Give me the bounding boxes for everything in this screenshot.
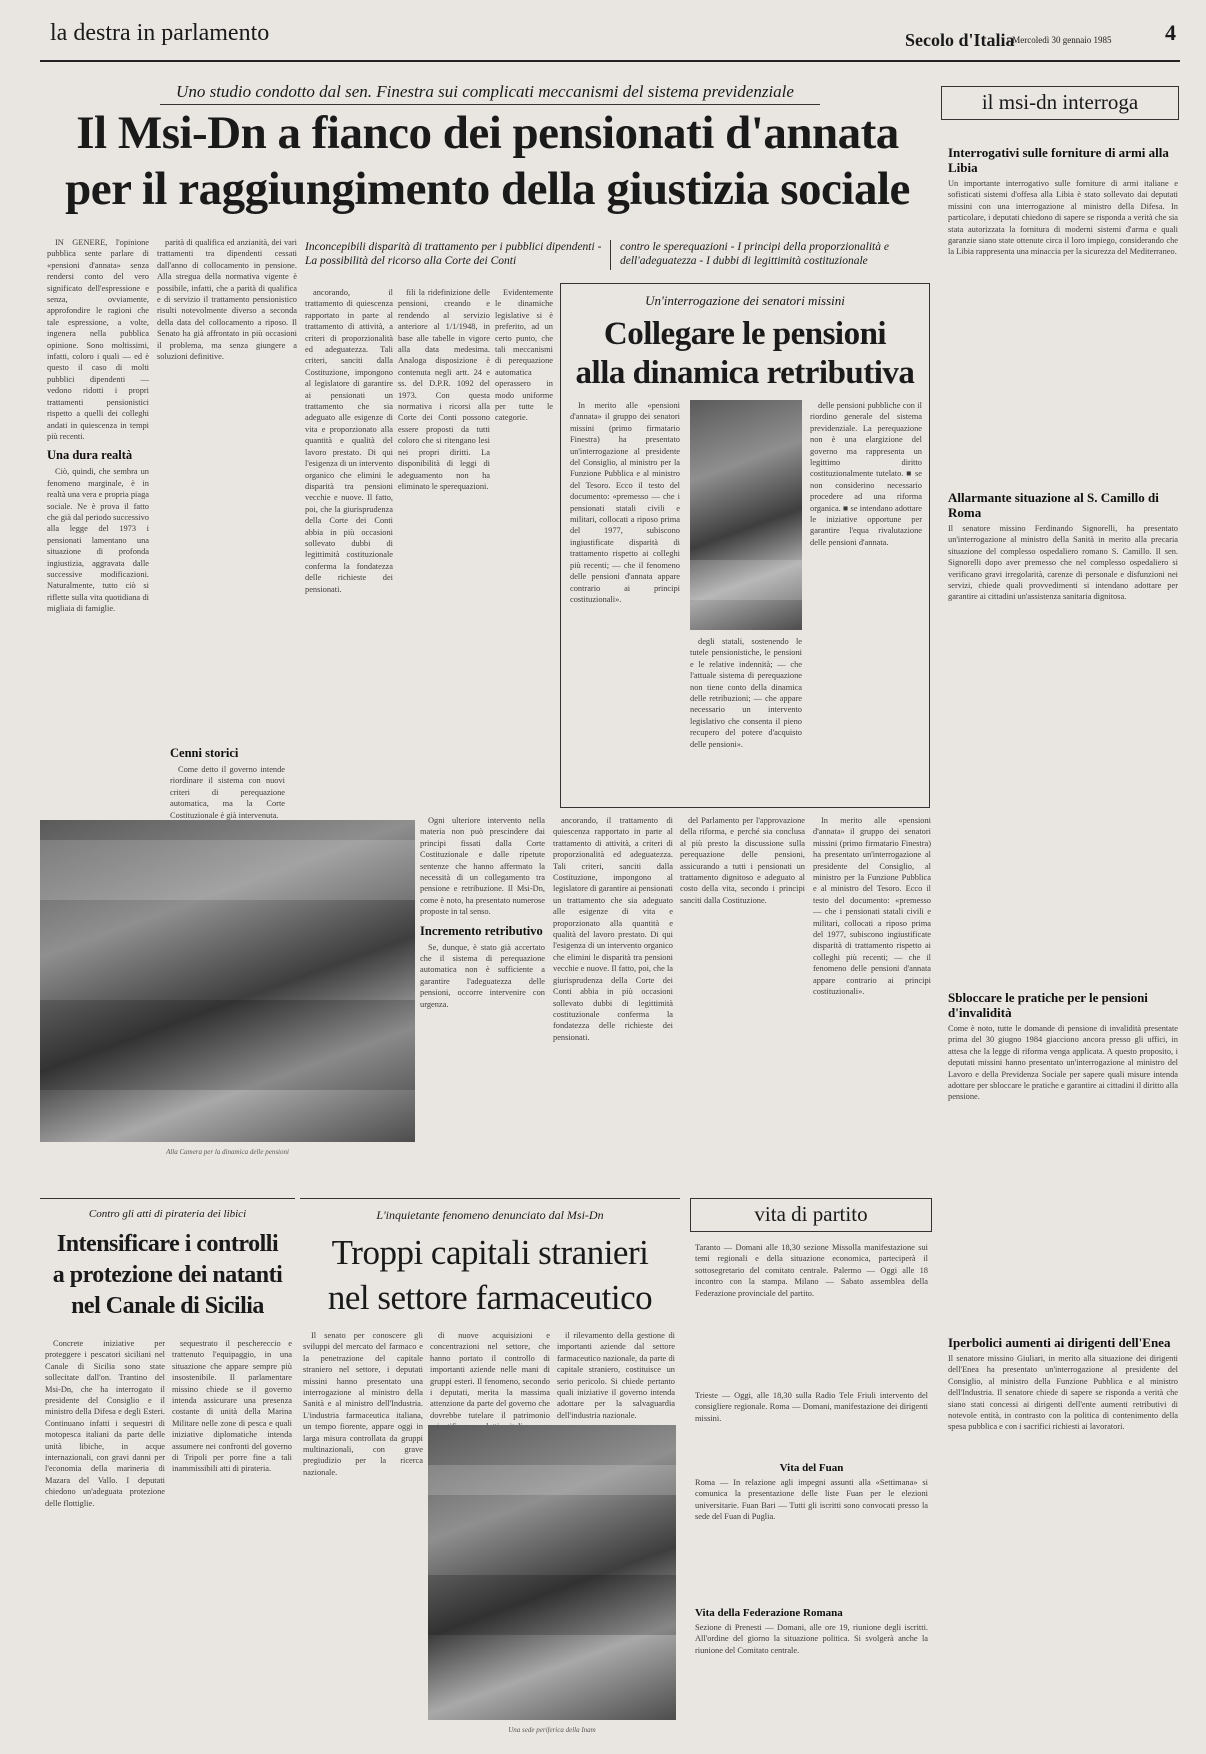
main-photo-crowd	[40, 820, 415, 1142]
column-text: ancorando, il trattamento di quiescenza rapportato in parte al trattamento di attività, a criteri di proporzionalità ed adeguatezza. Tali criteri, sanciti dalla Costituzione, impongono al legislatore di garantire ai pensionati un trattamento che sia adeguato alle esigenze di vita e proporzionato alla quantità e qualità del lavoro prestato. Di qui l'esigenza di un intervento organico che elimini le disparità tra pensioni vecchie e nuove. Il fatto, poi, che la giurisprudenza della Corte dei Conti abbia in più occasioni sollevato dubbi di legittimità costituzionale conferma la fondatezza delle richieste dei pensionati.	[305, 288, 393, 594]
inset-continued	[680, 815, 805, 1155]
column-text: Il senato per conoscere gli sviluppi del mercato del farmaco e la penetrazione del capitale straniero nel settore, i deputati missini hanno presentato una interrogazione al ministro della Sanità e al ministro dell'Industria. L'industria farmaceutica italiana, un tempo fiorente, appare oggi in larga misura controllata da gruppi multinazionali, con grave pregiudizio per la ricerca nazionale.	[303, 1331, 423, 1477]
column-text: di nuove acquisizioni e concentrazioni nel settore, che hanno portato il controllo di importanti aziende nelle mani di gruppi esteri. Il fenomeno, secondo i deputati, merita la massima attenzione da parte del governo che dovrebbe tutelare il patrimonio	[430, 1331, 550, 1420]
deck-divider	[610, 240, 611, 270]
bottom-mid-photo	[428, 1425, 676, 1720]
bottom-mid-top-rule	[300, 1198, 680, 1199]
subhead-cenni-storici: Cenni storici	[170, 746, 239, 760]
sidebar-item-title: Interrogativi sulle forniture di armi alla Libia	[948, 145, 1169, 175]
bottom-mid-column-1	[303, 1330, 423, 1730]
inset-headline-line2: alla dinamica retributiva	[575, 355, 915, 391]
vita-text-4: Sezione di Prenesti — Domani, alle ore 19, riunione degli iscritti. All'ordine del giorno la situazione politica. Si svolgerà anche la riunione del Comitato centrale.	[695, 1623, 928, 1655]
vita-text-2: Trieste — Oggi, alle 18,30 sulla Radio Tele Friuli intervento del consigliere regionale. Roma — Domani, manifestazione dei dirigenti missini.	[695, 1391, 928, 1423]
bottom-mid-headline-2: nel settore farmaceutico	[327, 1278, 653, 1317]
main-column-2b	[170, 740, 285, 820]
vita-text-1: Taranto — Domani alle 18,30 sezione Missolla manifestazione sui temi regionali e della situazione economica, parteciperà il sottosegretario del comitato centrale. Palermo — Oggi alle 18 incontro con la stampa. Milano — Sabato assemblea della Federazione provinciale del partito.	[695, 1243, 928, 1298]
main-column-5	[420, 815, 545, 1155]
vita-subhead-federazione: Vita della Federazione Romana	[695, 1607, 843, 1619]
bottom-mid-column-3	[557, 1330, 675, 1420]
main-deck-2: contro le sperequazioni - I principi della proporzionalità e dell'adeguatezza - I dubbi di legittimità costituzionale	[620, 241, 889, 267]
column-text: del Parlamento per l'approvazione della riforma, e perché sia conclusa al più presto la discussione sulla perequazione delle pensioni, assicurando a tutti i pensionati un trattamento dignitoso e adeguato al costo della vita, secondo i principi sanciti dalla Costituzione.	[680, 816, 805, 905]
bottom-mid-headline-1: Troppi capitali stranieri	[331, 1233, 649, 1272]
paper-name: Secolo d'Italia	[905, 30, 1015, 50]
inset-kicker: Un'interrogazione dei senatori missini	[645, 293, 845, 308]
main-deck-1: Inconcepibili disparità di trattamento per i pubblici dipendenti - La possibilità del ricorso alla Corte dei Conti	[305, 241, 602, 267]
main-column-2	[157, 237, 297, 757]
sidebar-item	[948, 1335, 1178, 1735]
bottom-left-top-rule	[40, 1198, 295, 1199]
sidebar-item-text: Il senatore missino Ferdinando Signorelli, ha presentato un'interrogazione al ministro della Sanità in merito alla precaria situazione del complesso ospedaliero romano S. Camillo. Il sen. Signorelli dopo aver premesso che nel complesso ospedaliero si verificano gravi irregolarità, carenze di personale e disfunzioni nei servizi, chiede quali provvedimenti si intendano adottare per garantire ai cittadini un'assistenza sanitaria dignitosa.	[948, 524, 1178, 602]
sidebar-item-text: Il senatore missino Giuliari, in merito alla situazione dei dirigenti dell'Enea ha presentato un'interrogazione al presidente del Consiglio, al ministro della Funzione Pubblica e al ministro dell'Industria. Il senatore chiede di sapere se risponda a verità che siano stati concessi ai dirigenti dell'ente aumenti retributivi di notevole entità, in contrasto con la politica di contenimento della spesa pubblica e con i sacrifici richiesti ai lavoratori.	[948, 1354, 1178, 1432]
column-text: fili la ridefinizione delle pensioni, creando e rendendo al servizio anteriore al 1/1/1948, in base alle tabelle in vigore alla data medesima. Analoga disposizione è contenuta negli artt. 24 e ss. del D.P.R. 1092 del 1973. Con questa normativa i ricorsi alla Corte dei Conti possono essere proposti da tutti coloro che si ritengano lesi nei propri diritti. La disponibilità di leggi di adeguamento non ha eliminato le sperequazioni.	[398, 288, 490, 491]
inset-column-2	[690, 636, 802, 801]
column-text: In merito alle «pensioni d'annata» il gruppo dei senatori missini (primo firmatario Finestra) ha presentato un'interrogazione al presidente del Consiglio, al ministro per la Funzione Pubblica e al ministro del Tesoro. Ecco il testo del documento: «premesso — che i pensionati statali civili e militari, collocati a riposo prima del 1977, subiscono ingiustificate disparità di trattamento rispetto ai colleghi più recenti; — che il fenomeno delle pensioni d'annata appare contrario ai principi costituzionali».	[570, 401, 680, 604]
column-text: Evidentemente le dinamiche legislative si è preferito, ad un certo punto, che tali meccanismi di perequazione automatica operassero in modo uniforme per tutte le categorie.	[495, 288, 554, 423]
main-column-4	[495, 287, 553, 807]
sidebar-item-text: Un importante interrogativo sulle forniture di armi italiane e sofisticati sistemi d'offesa alla Libia è stato sollevato dai deputati missini con una interrogazione al ministro della Difesa. In particolare, i deputati chiedono di sapere se risponda a verità che sia stata autorizzata la fornitura di moderni sistemi d'arma e quali garanzie siano state ottenute circa il loro impiego, considerando che la Libia rappresenta una minaccia per la sicurezza del Mediterraneo.	[948, 179, 1178, 257]
photo-highlight	[40, 1000, 415, 1090]
main-column-7	[813, 815, 931, 1155]
main-column-6	[553, 815, 673, 1155]
column-text: Se, dunque, è stato già accertato che il sistema di perequazione automatica non è sufficiente a garantire l'adeguatezza delle pensioni, occorre intervenire con urgenza.	[420, 942, 545, 1009]
vita-banner: vita di partito	[754, 1202, 868, 1226]
bottom-left-column-1	[45, 1338, 165, 1738]
main-headline-line2: per il raggiungimento della giustizia sociale	[65, 163, 910, 215]
column-text: ancorando, il trattamento di quiescenza rapportato in parte al trattamento di attività, a criteri di proporzionalità ed adeguatezza. Tali criteri, sanciti dalla Costituzione, impongono al legislatore di garantire ai pensionati un trattamento che sia adeguato alle esigenze di vita e proporzionato alla quantità e qualità del lavoro prestato. Di qui l'esigenza di un intervento organico che elimini le disparità tra pensioni vecchie e nuove. Il fatto, poi, che la giurisprudenza della Corte dei Conti abbia in più occasioni sollevato dubbi di legittimità costituzionale conferma la fondatezza delle richieste dei pensionati.	[553, 816, 673, 1042]
vita-subhead-fuan: Vita del Fuan	[779, 1462, 844, 1474]
main-column-3	[305, 287, 393, 807]
main-photo-caption: Alla Camera per la dinamica delle pensioni	[166, 1148, 289, 1156]
inset-photo	[690, 400, 802, 630]
sidebar-item-title: Iperbolici aumenti ai dirigenti dell'Enea	[948, 1335, 1171, 1350]
sidebar-banner: il msi-dn interroga	[981, 90, 1139, 114]
masthead-rule	[40, 60, 1180, 62]
subhead-incremento-retributivo: Incremento retributivo	[420, 923, 543, 938]
column-text: degli statali, sostenendo le tutele pensionistiche, le pensioni e le relative indennità; — che l'attuale sistema di perequazione non tiene conto della dinamica delle retribuzioni; — che appare necessario un intervento legislativo che consenta il pieno recupero del potere d'acquisto delle pensioni».	[690, 637, 802, 749]
photo-highlight	[690, 560, 802, 600]
inset-column-3	[810, 400, 922, 800]
sidebar-item-text: Come è noto, tutte le domande di pensione di invalidità presentate prima del 30 giugno 1984 giacciono ancora presso gli uffici, in attesa che la legge di riforma venga applicata. A questo proposito, i deputati missini hanno presentato un'interrogazione al ministro del Lavoro e della Previdenza Sociale per sapere quali misure intenda adottare per sbloccare le pratiche e garantire ai cittadini il diritto alla pensione.	[948, 1024, 1178, 1102]
sidebar-item-title: Allarmante situazione al S. Camillo di Roma	[948, 490, 1159, 520]
inset-column-1	[570, 400, 680, 800]
column-text: In merito alle «pensioni d'annata» il gruppo dei senatori missini (primo firmatario Finestra) ha presentato un'interrogazione al presidente del Consiglio, al ministro per la Funzione Pubblica e al ministro del Tesoro. Ecco il testo del documento: «premesso — che i pensionati statali civili e militari, collocati a riposo prima del 1977, subiscono ingiustificate disparità di trattamento rispetto ai colleghi più recenti; — che il fenomeno delle pensioni d'annata appare contrario ai principi costituzionali».	[813, 816, 931, 997]
sidebar-item	[948, 145, 1178, 485]
subhead-dura-realta: Una dura realtà	[47, 448, 133, 463]
vita-text-3: Roma — In relazione agli impegni assunti alla «Settimana» si comunica la presentazione delle liste Fuan per le elezioni universitarie. Fuan Bari — Tutti gli iscritti sono convocati presso la sede del Fuan di Puglia.	[695, 1478, 928, 1522]
main-headline-line1: Il Msi-Dn a fianco dei pensionati d'annata	[76, 107, 899, 159]
column-text: Ciò, quindi, che sembra un fenomeno marginale, è in realtà una vera e propria piaga sociale. Ne è prova il fatto che già dal periodo successivo alla legge del 1973 i pensionati lamentano una situazione di profonda ingiustizia, aggravata dalle successive modificazioni. Naturalmente, tutto ciò si riflette sulla vita quotidiana di migliaia di famiglie.	[47, 467, 149, 614]
photo-highlight	[40, 840, 415, 900]
bottom-left-headline-1: Intensificare i controlli	[56, 1231, 279, 1257]
bottom-left-headline-2: a protezione dei natanti	[52, 1262, 283, 1288]
main-kicker: Uno studio condotto dal sen. Finestra sui complicati meccanismi del sistema previdenziale	[176, 82, 794, 101]
bottom-left-headline-3: nel Canale di Sicilia	[71, 1293, 264, 1319]
column-text: IN GENERE, l'opinione pubblica sente parlare di «pensioni d'annata» senza rendersi conto del vero significato dell'espressione e senza, ovviamente, approfondire le ragioni che tale espressione, a volte, ingenera nella pubblica opinione. Sono moltissimi, infatti, coloro i quali — ed è questo il caso di molti pubblici dipendenti — vedono ridotti i propri trattamenti pensionistici rispetto a quelli dei colleghi andati in quiescenza in tempi più recenti.	[47, 238, 149, 441]
sidebar-item	[948, 990, 1178, 1315]
column-text: Concrete iniziative per proteggere i pescatori siciliani nel Canale di Sicilia sono state sollecitate dall'on. Trantino del Msi-Dn, che ha interrogato il presidente del Consiglio e il ministro della Difesa e degli Esteri. Continuano infatti i sequestri di motopesca italiani da parte delle unità libiche, in acque internazionali, con gravi danni per l'economia della marineria di Mazara del Vallo. I deputati chiedono un'adeguata protezione delle flottiglie.	[45, 1339, 165, 1508]
column-text: sequestrato il peschereccio e trattenuto l'equipaggio, in una situazione che appare sempre più insostenibile. Il parlamentare missino chiede se il governo intenda assicurare una presenza costante di unità della Marina Militare nelle zone di pesca e quali iniziative diplomatiche intenda assumere nei confronti del governo di Tripoli per porre fine a tali inammissibili atti di pirateria.	[172, 1339, 292, 1474]
main-column-3b	[398, 287, 490, 807]
sidebar-item	[948, 490, 1178, 960]
page-number: 4	[1165, 20, 1176, 45]
bottom-mid-kicker: L'inquietante fenomeno denunciato dal Msi-Dn	[376, 1208, 604, 1222]
kicker-rule	[160, 104, 820, 105]
sidebar-item-title: Sbloccare le pratiche per le pensioni d'invalidità	[948, 990, 1148, 1020]
photo-highlight	[428, 1575, 676, 1635]
bottom-left-column-2	[172, 1338, 292, 1738]
column-text: il rilevamento della gestione di importanti aziende dal settore farmaceutico nazionale, da parte di capitale straniero, costituisce un serio pericolo. Si chiede pertanto quali iniziative il governo intenda adottare per la salvaguardia dell'industria nazionale.	[557, 1331, 675, 1420]
column-text: delle pensioni pubbliche con il riordino generale del sistema previdenziale. La perequazione non è una elargizione del governo ma rappresenta un legittimo diritto costituzionalmente tutelato. ■ se non considerino necessario procedere ad una riforma organica. ■ se intendano adottare le iniziative opportune per garantire l'equa rivalutazione delle pensioni d'annata.	[810, 401, 922, 547]
section-label: la destra in parlamento	[50, 20, 270, 46]
bottom-mid-column-2	[430, 1330, 550, 1420]
photo-highlight	[428, 1465, 676, 1495]
bottom-left-kicker: Contro gli atti di pirateria dei libici	[88, 1208, 247, 1220]
inset-headline-line1: Collegare le pensioni	[603, 316, 887, 352]
column-text: Come detto il governo intende riordinare il sistema con nuovi criteri di perequazione automatica, ma la Corte Costituzionale è già intervenuta.	[170, 765, 285, 820]
issue-date: - Mercoledì 30 gennaio 1985	[1007, 35, 1112, 45]
column-text: Ogni ulteriore intervento nella materia non può prescindere dai principi fissati dalla Corte Costituzionale e dalle ripetute sentenze che hanno affermato la necessità di un collegamento tra pensione e retribuzione. Il Msi-Dn, come è noto, ha presentato numerose proposte in tal senso.	[420, 816, 545, 917]
bottom-mid-photo-caption: Una sede periferica della Inam	[508, 1726, 596, 1734]
column-text: parità di qualifica ed anzianità, dei vari trattamenti tra dipendenti cessati dall'anno di collocamento in pensione. Alla stregua della normativa vigente è possibile, infatti, che a parità di qualifica e di servizio il trattamento pensionistico risulti notevolmente diverso a seconda della data del collocamento a riposo. Il Senato ha già affrontato in più occasioni il problema, ma senza giungere a soluzioni definitive.	[157, 238, 297, 362]
